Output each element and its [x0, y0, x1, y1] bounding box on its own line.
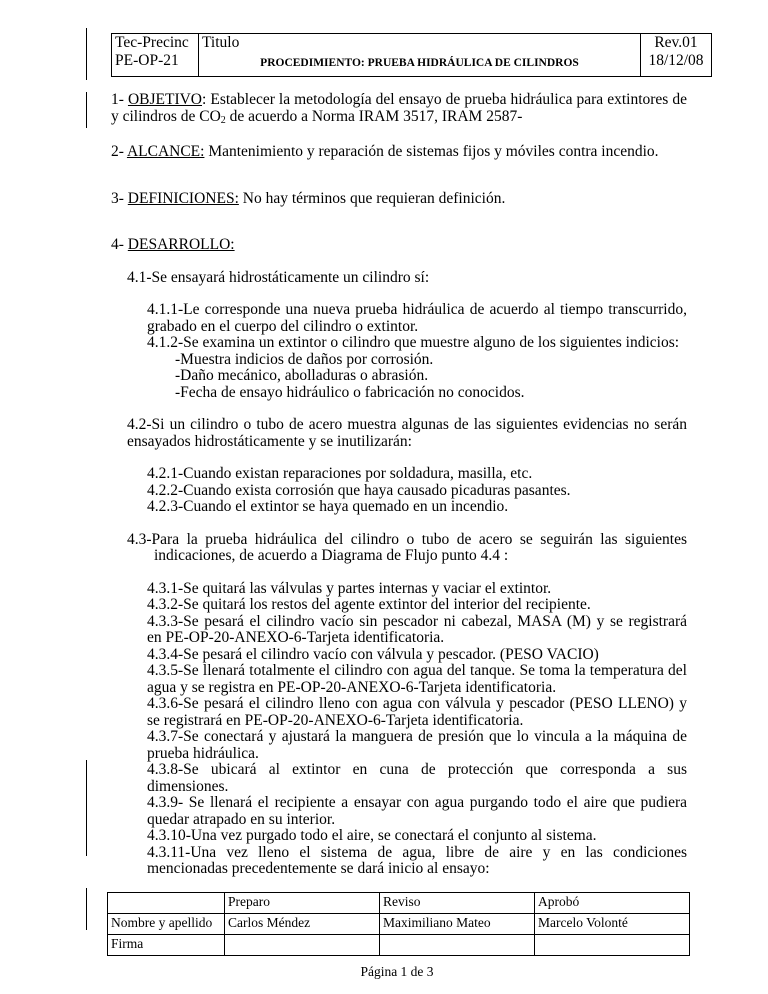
aprobo-name: Marcelo Volonté [535, 914, 690, 935]
preparo-signature [225, 935, 380, 956]
step-line: 4.3.2-Se quitará los restos del agente extintor del interior del recipiente. [147, 596, 591, 613]
aprobo-signature [535, 935, 690, 956]
revision: Rev.01 [654, 34, 698, 51]
reviso-signature [380, 935, 535, 956]
step-line: en PE-OP-20-ANEXO-6-Tarjeta identificatoria. [147, 629, 445, 646]
list-item: 4.2.1-Cuando existan reparaciones por soldadura, masilla, etc. [147, 465, 533, 482]
alcance-line: 2- ALCANCE: Mantenimiento y reparación de sistemas fijos y móviles contra incendio. [111, 143, 659, 160]
title-label: Titulo [202, 34, 240, 51]
section-label: DEFINICIONES: [127, 189, 239, 207]
objetivo-line: 1- OBJETIVO: Establecer la metodología del ensayo de prueba hidráulica para extintores de [111, 91, 687, 108]
signature-label: Firma [108, 935, 225, 956]
paragraph-4-1: 4.1-Se ensayará hidrostáticamente un cilindro sí: [127, 268, 430, 286]
step-line: 4.3.8-Se ubicará al extintor en cuna de protección que corresponda a sus [147, 761, 687, 778]
section-label: DESARROLLO: [127, 236, 235, 253]
step-line: 4.3.9- Se llenará el recipiente a ensayar con agua purgando todo el aire que pudiera [147, 794, 687, 811]
company: Tec-Precinc [115, 34, 189, 51]
step-line: 4.3.7-Se conectará y ajustará la manguera de presión que lo vincula a la máquina de [147, 728, 687, 745]
list-item: 4.2.2-Cuando exista corrosión que haya causado picaduras pasantes. [147, 481, 571, 499]
step-line: quedar atrapado en su interior. [147, 810, 336, 828]
step-line: 4.3.5-Se llenará totalmente el cilindro con agua del tanque. Se toma la temperatura del [147, 662, 687, 679]
step-line: prueba hidráulica. [147, 744, 259, 762]
evidencias-list [147, 466, 687, 516]
header-code-cell [112, 34, 199, 77]
paragraph-4-1-1: 4.1.1-Le corresponde una nueva prueba hidráulica de acuerdo al tiempo transcurrido, grabado en el cuerpo del cilindro o extintor. 4.1.2-Se examina un extintor o cilindro que muestre alguno de los siguientes indicios: [147, 301, 687, 351]
step-line: mencionadas precedentemente se dará inicio al ensayo: [147, 860, 490, 877]
header-table [111, 33, 712, 77]
step-line: 4.3.11-Una vez lleno el sistema de agua, libre de aire y en las condiciones [147, 843, 687, 861]
definiciones-line: 3- DEFINICIONES: No hay términos que requieran definición. [111, 189, 506, 207]
step-line: se registrará en PE-OP-20-ANEXO-6-Tarjeta identificatoria. [147, 711, 524, 729]
revision-bar [86, 760, 87, 856]
step-line: 4.3.3-Se pesará el cilindro vacío sin pescador ni cabezal, MASA (M) y se registrará [147, 612, 687, 630]
section-label: OBJETIVO [127, 91, 203, 108]
revision-date: 18/12/08 [648, 52, 704, 69]
aprobo-header: Aprobó [535, 893, 690, 914]
document-code: PE-OP-21 [115, 52, 179, 69]
list-item: -Muestra indicios de daños por corrosión. [175, 350, 434, 368]
page-number: Página 1 de 3 [360, 964, 434, 979]
step-line: agua y se registra en PE-OP-20-ANEXO-6-Tarjeta identificatoria. [147, 678, 557, 696]
objetivo-line: y cilindros de $CO_2$ de acuerdo a Norma IRAM 3517, IRAM 2587- [111, 107, 523, 126]
revision-bar [86, 92, 87, 128]
signature-table [107, 892, 690, 956]
revision-bar [86, 888, 87, 930]
document-title: PROCEDIMIENTO: PRUEBA HIDRÁULICA DE CILINDROS [260, 57, 579, 69]
indicios-list [175, 352, 687, 402]
desarrollo-heading: 4- DESARROLLO: [111, 236, 235, 253]
step-line: 4.3.4-Se pesará el cilindro vacío con válvula y pescador. (PESO VACIO) [147, 645, 599, 663]
list-item: 4.2.3-Cuando el extintor se haya quemado en un incendio. [147, 498, 509, 515]
list-item: -Fecha de ensayo hidráulico o fabricación no conocidos. [175, 383, 525, 401]
paragraph-4-2: 4.2-Si un cilindro o tubo de acero muestra algunas de las siguientes evidencias no serán ensayados hidrostáticamente y se inutilizarán: [127, 416, 687, 450]
revision-bar [86, 28, 87, 80]
preparo-name: Carlos Méndez [225, 914, 380, 935]
step-line: dimensiones. [147, 777, 229, 795]
reviso-name: Maximiliano Mateo [380, 914, 535, 935]
reviso-header: Reviso [380, 893, 535, 914]
paragraph-4-1-2: 4.1.2-Se examina un extintor o cilindro que muestre alguno de los siguientes indicios: [147, 334, 680, 351]
document-body [111, 92, 687, 878]
header-rev-cell [641, 34, 712, 77]
steps-list [147, 581, 687, 878]
paragraph-4-3: 4.3-Para la prueba hidráulica del cilindro o tubo de acero se seguirán las siguientes indicaciones, de acuerdo a Diagrama de Flujo punto 4.4 : [127, 530, 687, 564]
step-line: 4.3.1-Se quitará las válvulas y partes internas y vaciar el extintor. [147, 579, 552, 597]
section-label: ALCANCE: [126, 143, 205, 160]
step-line: 4.3.10-Una vez purgado todo el aire, se conectará el conjunto al sistema. [147, 827, 597, 844]
header-title-cell [199, 34, 641, 77]
name-label: Nombre y apellido [108, 914, 225, 935]
step-line: 4.3.6-Se pesará el cilindro lleno con agua con válvula y pescador (PESO LLENO) y [147, 695, 687, 712]
preparo-header: Preparo [225, 893, 380, 914]
list-item: -Daño mecánico, abolladuras o abrasión. [175, 367, 429, 384]
